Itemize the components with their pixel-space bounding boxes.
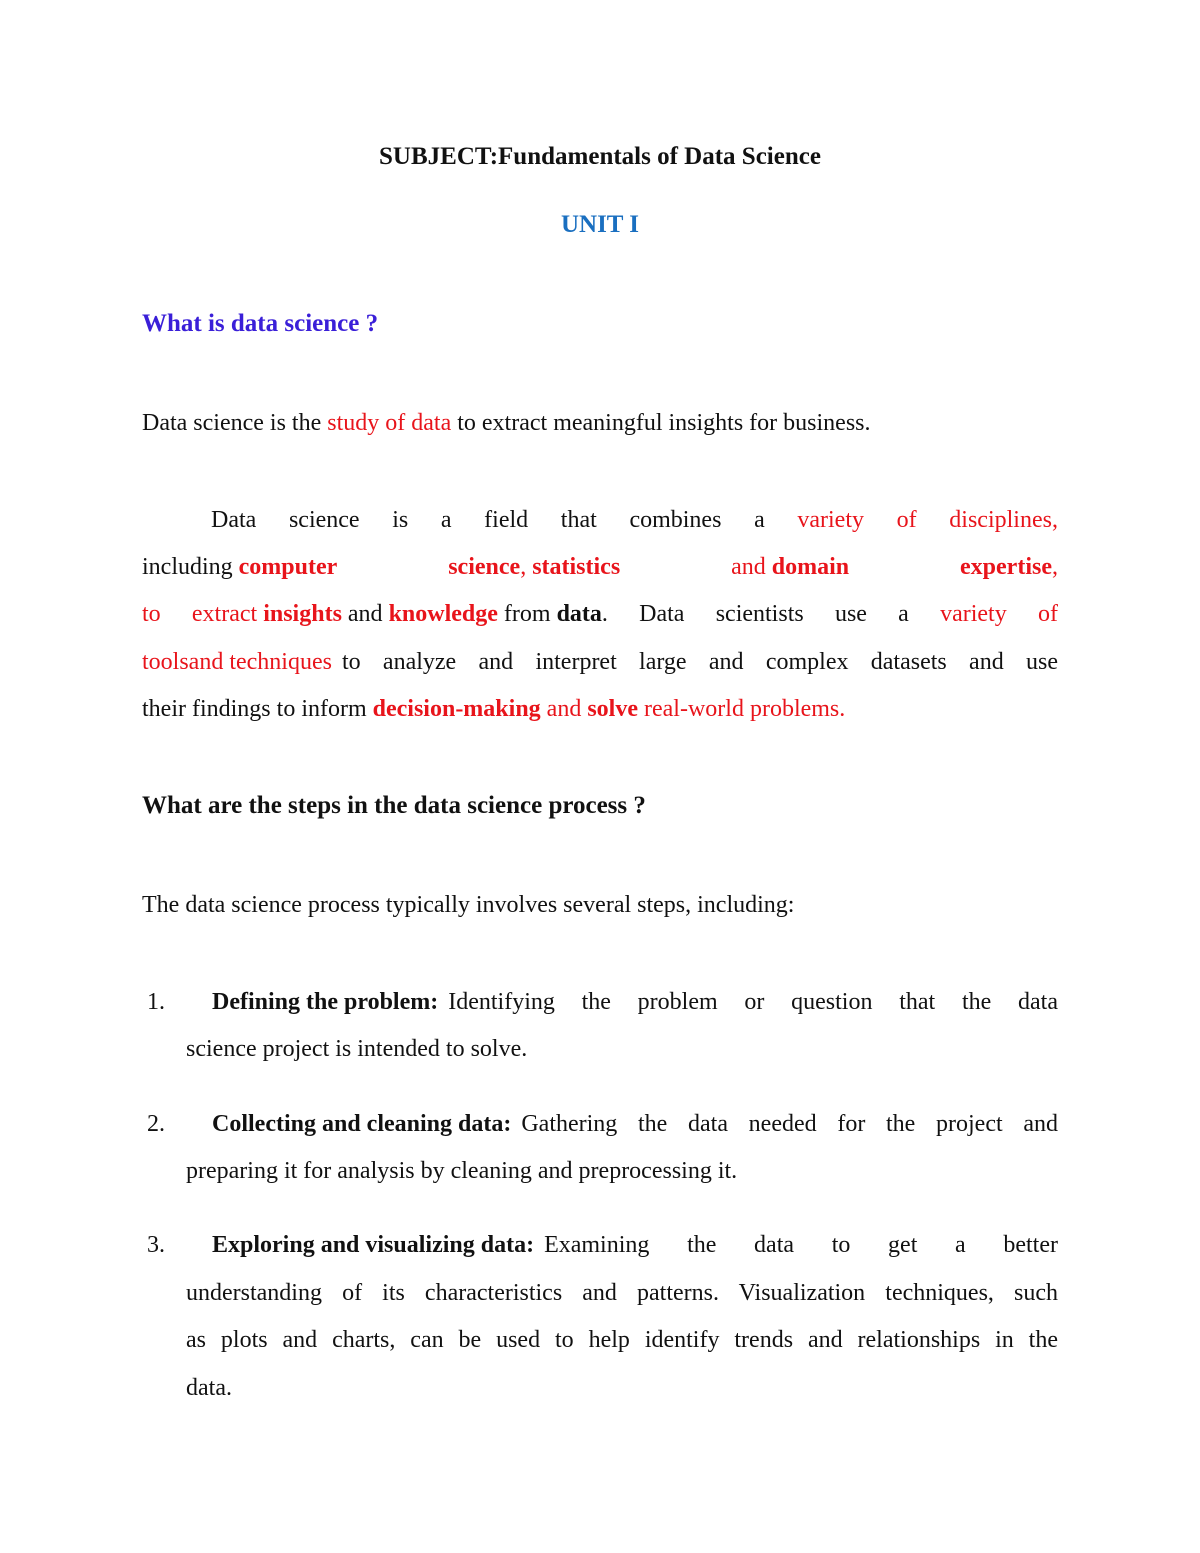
list-item-1-line-2: science project is intended to solve. <box>186 1036 528 1062</box>
list-number: 2. <box>147 1111 165 1137</box>
text-span: as plots and charts, can be used to help identify trends and relationships in the <box>186 1327 1058 1353</box>
word: a <box>754 507 765 533</box>
highlight-word: real-world problems. <box>638 696 846 722</box>
word: is <box>392 507 409 533</box>
list-number: 1. <box>147 989 165 1015</box>
highlight-word: computer <box>238 554 338 580</box>
word: Data <box>211 507 257 533</box>
text-span: Gathering the data needed for the project and <box>521 1111 1058 1137</box>
text-span: Examining the data to get a better <box>544 1232 1058 1258</box>
punct: . <box>601 601 608 627</box>
word: scientists <box>715 601 804 627</box>
definition-sentence <box>142 408 871 438</box>
list-item-3-line-1 <box>212 1230 1058 1260</box>
paragraph-line-2 <box>142 552 1058 582</box>
highlight-word: of <box>896 507 917 533</box>
word: that <box>560 507 597 533</box>
word: science <box>288 507 360 533</box>
highlight-word: extract <box>191 601 264 627</box>
highlight-word: disciplines, <box>949 507 1058 533</box>
highlight-word: expertise <box>960 554 1052 580</box>
paragraph-line-3 <box>142 599 1058 629</box>
highlight-word: science <box>448 554 521 580</box>
highlight-word: solve <box>587 696 638 722</box>
highlight-word: to <box>142 601 161 627</box>
highlight-word: variety <box>940 601 1007 627</box>
text-span: Identifying the problem or question that the data <box>448 989 1058 1015</box>
list-item-2-line-2: preparing it for analysis by cleaning and preprocessing it. <box>186 1158 738 1184</box>
word: a <box>898 601 909 627</box>
bold-word: data <box>556 601 602 627</box>
punct: , <box>520 554 527 580</box>
list-number: 3. <box>147 1232 165 1258</box>
list-item-3-line-3 <box>186 1325 1058 1355</box>
word: field <box>484 507 529 533</box>
highlight-phrase: toolsand techniques <box>142 649 332 675</box>
word: combines <box>629 507 722 533</box>
highlight-word: decision-making <box>372 696 541 722</box>
word: and <box>341 601 389 627</box>
list-item-3-line-2 <box>186 1278 1058 1308</box>
punct: , <box>1052 554 1058 580</box>
word: a <box>440 507 452 533</box>
paragraph-line-4 <box>142 647 1058 677</box>
steps-intro: The data science process typically involves several steps, including: <box>142 892 795 918</box>
highlight-span: study of data <box>327 410 452 436</box>
list-item-title: Collecting and cleaning data: <box>212 1111 512 1137</box>
list-item-title: Exploring and visualizing data: <box>212 1232 535 1258</box>
highlight-word: variety <box>797 507 864 533</box>
list-item-title: Defining the problem: <box>212 989 439 1015</box>
text-span: to analyze and interpret large and complex datasets and use <box>341 649 1058 675</box>
word: from <box>497 601 557 627</box>
word: including <box>142 554 239 580</box>
highlight-word: insights <box>263 601 342 627</box>
list-item-1-line-1 <box>212 987 1058 1017</box>
subject-title: SUBJECT:Fundamentals of Data Science <box>379 143 821 170</box>
list-item-3-line-4: data. <box>186 1375 232 1401</box>
highlight-word: and <box>540 696 588 722</box>
highlight-word: knowledge <box>388 601 498 627</box>
question-data-science-steps: What are the steps in the data science process ? <box>142 792 646 819</box>
word: use <box>834 601 867 627</box>
highlight-word: domain <box>771 554 850 580</box>
list-item-2-line-1 <box>212 1109 1058 1139</box>
paragraph-line-5 <box>142 694 845 724</box>
text-span: their findings to inform <box>142 696 373 722</box>
word: Data <box>639 601 685 627</box>
highlight-word: of <box>1037 601 1058 627</box>
highlight-word: statistics <box>532 554 621 580</box>
question-what-is-data-science: What is data science ? <box>142 310 379 337</box>
word: and <box>731 554 772 580</box>
unit-title: UNIT I <box>560 211 640 238</box>
text-span: to extract meaningful insights for business. <box>451 410 871 436</box>
paragraph-line-1 <box>211 505 1058 535</box>
text-span: understanding of its characteristics and patterns. Visualization techniques, such <box>186 1280 1058 1306</box>
text-span: Data science is the <box>142 410 328 436</box>
